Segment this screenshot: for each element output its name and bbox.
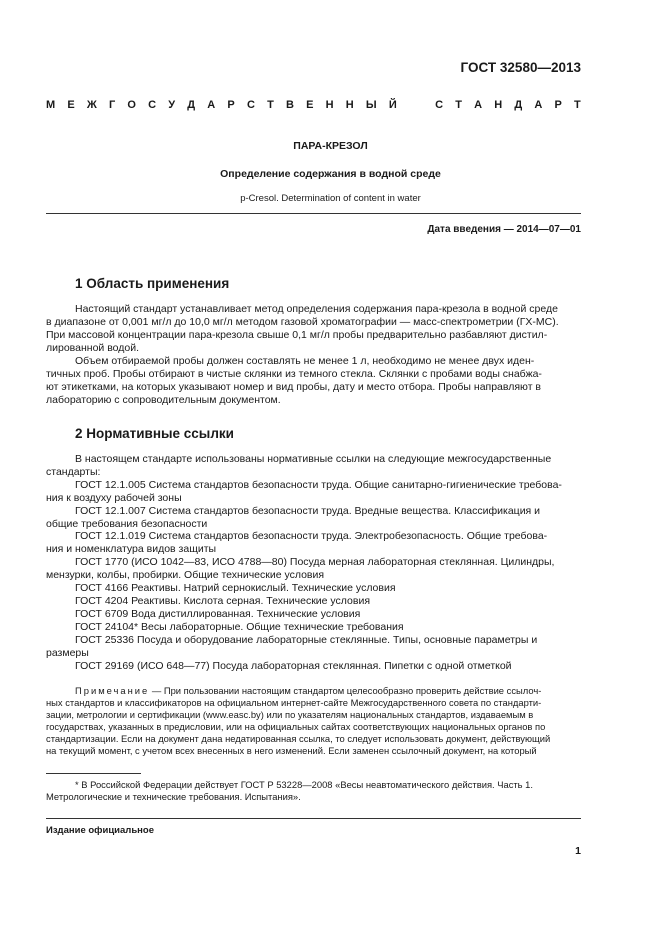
section-1-paragraph-1 <box>46 303 583 355</box>
note-text: — При пользовании настоящим стандартом целесообразно проверить действие ссылоч- <box>149 685 542 696</box>
section-1-paragraph-2 <box>46 355 583 407</box>
reference-line: размеры <box>46 646 89 659</box>
banner-letter: Д <box>187 99 196 111</box>
banner-letter: Д <box>514 99 523 111</box>
text-line: Настоящий стандарт устанавливает метод определения содержания пара-крезола в водной среде <box>75 303 558 315</box>
reference-line: ГОСТ 25336 Посуда и оборудование лабораторные стеклянные. Типы, основные параметры и <box>75 633 538 646</box>
banner-letter: Н <box>494 99 503 111</box>
reference-line: ГОСТ 4166 Реактивы. Натрий сернокислый. Технические условия <box>75 582 396 595</box>
standard-code: ГОСТ 32580—2013 <box>460 60 581 75</box>
text-line: лированной водой. <box>46 341 140 354</box>
banner-letter: Т <box>455 99 462 111</box>
note-label: Примечание <box>75 685 150 696</box>
footnote <box>46 779 583 803</box>
footer-divider <box>46 818 581 819</box>
reference-line: стандарты: <box>46 465 101 478</box>
title-divider <box>46 213 581 214</box>
reference-line: В настоящем стандарте использованы нормативные ссылки на следующие межгосударственные <box>75 453 552 465</box>
reference-line: ГОСТ 29169 (ИСО 648—77) Посуда лабораторная стеклянная. Пипетки с одной отметкой <box>75 659 512 672</box>
banner-letter: С <box>148 99 157 111</box>
footnote-line: * В Российской Федерации действует ГОСТ Р 53228—2008 «Весы неавтоматического действия. Часть 1. <box>75 779 533 790</box>
reference-line: ГОСТ 4204 Реактивы. Кислота серная. Технические условия <box>75 594 371 607</box>
banner-letter: Е <box>306 99 314 111</box>
english-title: p-Cresol. Determination of content in water <box>240 193 421 204</box>
banner-letter: М <box>46 99 56 111</box>
reference-line: ГОСТ 12.1.019 Система стандартов безопасности труда. Электробезопасность. Общие требова- <box>75 530 548 543</box>
banner-letter: С <box>246 99 255 111</box>
document-title: ПАРА-КРЕЗОЛ <box>293 140 368 152</box>
reference-line: ГОСТ 12.1.007 Система стандартов безопасности труда. Вредные вещества. Классификация и <box>75 504 541 517</box>
banner-letter: Р <box>554 99 562 111</box>
banner-letter: Г <box>108 99 116 111</box>
reference-line: ГОСТ 1770 (ИСО 1042—83, ИСО 4788—80) Посуда мерная лабораторная стеклянная. Цилиндры, <box>75 556 555 569</box>
note-line: зации, метрологии и сертификации (www.easc.by) или по указателям национальных стандартов, издаваемым в <box>46 708 534 720</box>
banner-letter: О <box>127 99 136 111</box>
text-line: тичных проб. Пробы отбирают в чистые склянки из темного стекла. Склянки с пробами воды снабжа- <box>46 367 542 380</box>
note-first-line <box>46 685 583 697</box>
reference-line: ния к воздуху рабочей зоны <box>46 491 182 504</box>
banner-letter: А <box>207 99 216 111</box>
text-line: При массовой концентрации пара-крезола свыше 0,1 мг/л пробы предварительно разбавляют дистил- <box>46 328 548 341</box>
page-number: 1 <box>575 845 581 857</box>
normative-references-list <box>46 453 583 672</box>
document-subtitle: Определение содержания в водной среде <box>220 168 441 180</box>
text-line: ют этикетками, на которых указывают номер и вид пробы, дату и место отбора. Пробы направляют в <box>46 380 541 393</box>
banner-letter: Й <box>388 99 397 111</box>
banner-letter: Т <box>267 99 274 111</box>
banner-letter: А <box>474 99 483 111</box>
reference-line: ГОСТ 6709 Вода дистиллированная. Технические условия <box>75 607 361 620</box>
banner-letter: Н <box>325 99 334 111</box>
banner-letter: А <box>534 99 543 111</box>
banner-gap <box>409 99 423 111</box>
reference-line: ГОСТ 12.1.005 Система стандартов безопасности труда. Общие санитарно-гигиенические требова- <box>75 478 562 491</box>
interstate-standard-banner <box>46 99 581 111</box>
text-line: лабораторию с сопроводительным документом. <box>46 393 281 406</box>
banner-letter: С <box>435 99 444 111</box>
reference-line: ГОСТ 24104* Весы лабораторные. Общие технические требования <box>75 620 404 633</box>
banner-letter: В <box>285 99 294 111</box>
footnote-line: Метрологические и технические требования. Испытания». <box>46 791 301 802</box>
banner-letter: Т <box>574 99 581 111</box>
banner-letter: Р <box>227 99 235 111</box>
note-line: государствах, указанных в предисловии, или на официальных сайтах соответствующих национальных органов по <box>46 720 546 732</box>
reference-line: общие требования безопасности <box>46 517 208 530</box>
note-line: стандартизации. Если на документ дана недатированная ссылка, то следует использовать документ, действующий <box>46 732 551 744</box>
footnote-divider <box>46 773 141 774</box>
note-block <box>46 685 583 756</box>
banner-letter: Ы <box>365 99 377 111</box>
section-1-heading: 1 Область применения <box>75 276 230 291</box>
reference-line: мензурки, колбы, пробирки. Общие технические условия <box>46 569 325 582</box>
text-line: в диапазоне от 0,001 мг/л до 10,0 мг/л методом газовой хроматографии — масс-спектрометрии (ГХ-МС). <box>46 315 559 328</box>
note-line: на текущий момент, с учетом всех внесенных в него изменений. Если заменен ссылочный документ, на который <box>46 744 537 756</box>
banner-letter: Е <box>67 99 75 111</box>
reference-line: ния и номенклатура видов защиты <box>46 543 217 556</box>
official-edition-label: Издание официальное <box>46 825 154 836</box>
introduction-date: Дата введения — 2014—07—01 <box>427 224 581 235</box>
banner-letter: Н <box>345 99 354 111</box>
banner-letter: У <box>168 99 176 111</box>
text-line: Объем отбираемой пробы должен составлять не менее 1 л, необходимо не менее двух иден- <box>75 355 535 367</box>
note-line: ных стандартов и классификаторов на официальном интернет-сайте Межгосударственного совета по стандарти- <box>46 696 542 708</box>
banner-letter: Ж <box>86 99 97 111</box>
section-2-heading: 2 Нормативные ссылки <box>75 426 234 441</box>
